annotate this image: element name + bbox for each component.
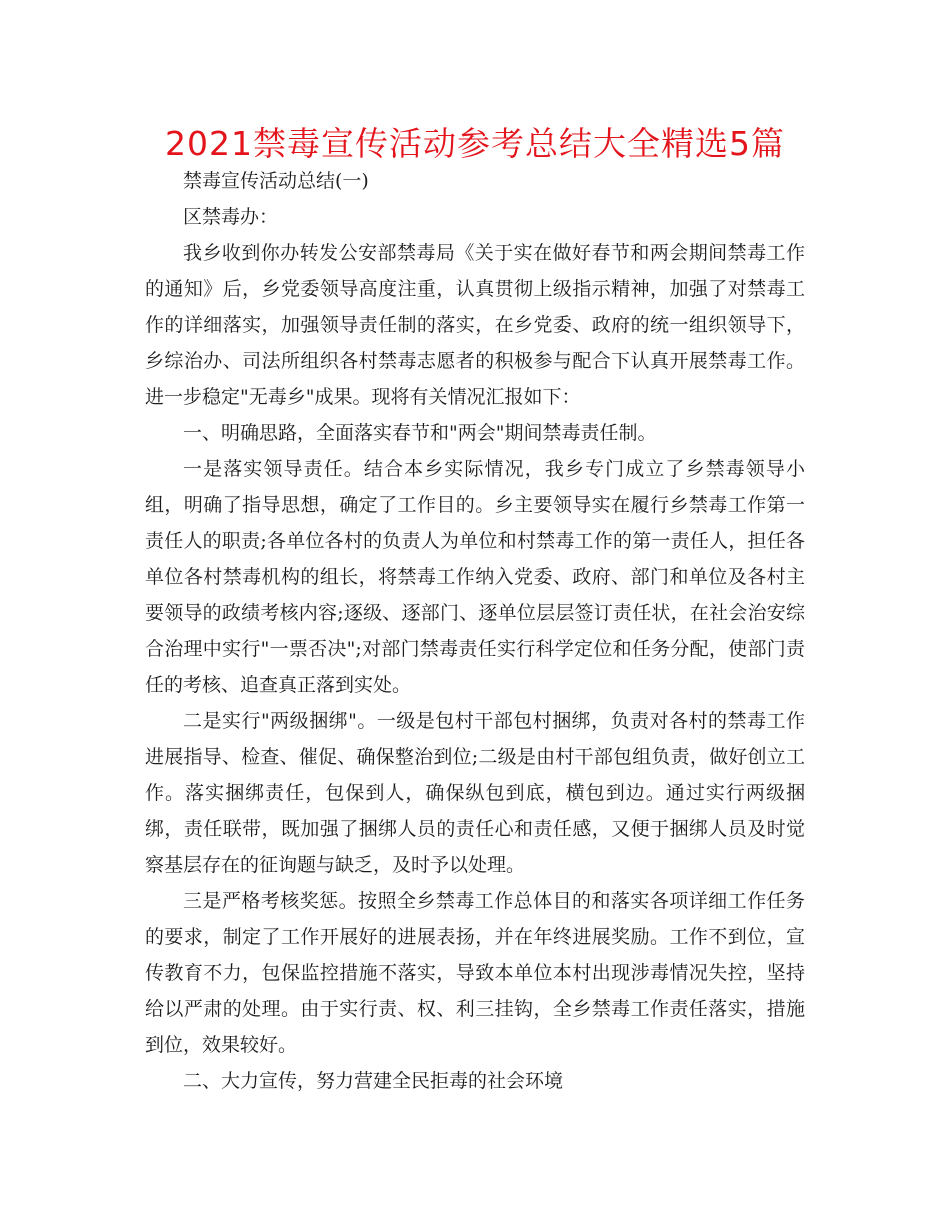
- body-paragraph: 一是落实领导责任。结合本乡实际情况，我乡专门成立了乡禁毒领导小组，明确了指导思想，确定了工作目的。乡主要领导实在履行乡禁毒工作第一责任人的职责;各单位各村的负责人为单位和村禁毒工作的第一责任人，担任各单位各村禁毒机构的组长，将禁毒工作纳入党委、政府、部门和单位及各村主要领导的政绩考核内容;逐级、逐部门、逐单位层层签订责任状，在社会治安综合治理中实行"一票否决";对部门禁毒责任实行科学定位和任务分配，使部门责任的考核、追查真正落到实处。: [145, 458, 805, 696]
- document-body: [145, 163, 805, 1099]
- section-heading: 禁毒宣传活动总结(一): [183, 170, 369, 192]
- section-heading: 一、明确思路，全面落实春节和"两会"期间禁毒责任制。: [183, 422, 657, 444]
- body-paragraph: 三是严格考核奖惩。按照全乡禁毒工作总体目的和落实各项详细工作任务的要求，制定了工作开展好的进展表扬，并在年终进展奖励。工作不到位，宣传教育不力，包保监控措施不落实，导致本单位本村出现涉毒情况失控，坚持给以严肃的处理。由于实行责、权、利三挂钩，全乡禁毒工作责任落实，措施到位，效果较好。: [145, 890, 805, 1056]
- salutation: 区禁毒办：: [183, 206, 279, 228]
- body-paragraph: 二是实行"两级捆绑"。一级是包村干部包村捆绑，负责对各村的禁毒工作进展指导、检查、催促、确保整治到位;二级是由村干部包组负责，做好创立工作。落实捆绑责任，包保到人，确保纵包到底，横包到边。通过实行两级捆绑，责任联带，既加强了捆绑人员的责任心和责任感，又便于捆绑人员及时觉察基层存在的征询题与缺乏，及时予以处理。: [145, 710, 805, 876]
- document-title: 2021禁毒宣传活动参考总结大全精选5篇: [165, 124, 785, 163]
- body-paragraph: 我乡收到你办转发公安部禁毒局《关于实在做好春节和两会期间禁毒工作的通知》后，乡党委领导高度注重，认真贯彻上级指示精神，加强了对禁毒工作的详细落实，加强领导责任制的落实，在乡党委、政府的统一组织领导下，乡综治办、司法所组织各村禁毒志愿者的积极参与配合下认真开展禁毒工作。进一步稳定"无毒乡"成果。现将有关情况汇报如下：: [145, 242, 805, 408]
- section-heading: 二、大力宣传，努力营建全民拒毒的社会环境: [183, 1070, 564, 1092]
